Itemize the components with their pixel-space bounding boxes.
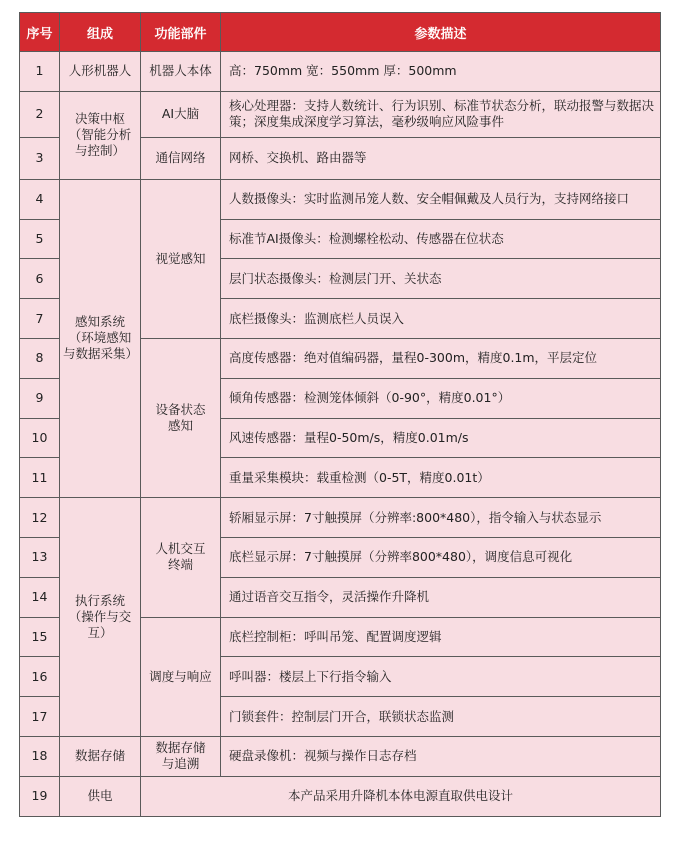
table-row [20, 52, 661, 92]
row-function [141, 498, 221, 617]
row-index: 15 [20, 617, 60, 657]
row-index: 17 [20, 697, 60, 737]
row-description: 呼叫器：楼层上下行指令输入 [221, 657, 661, 697]
row-index: 10 [20, 418, 60, 458]
row-function: 机器人本体 [141, 52, 221, 92]
row-description: 人数摄像头：实时监测吊笼人数、安全帽佩戴及人员行为，支持网络接口 [221, 179, 661, 219]
row-component: 数据存储 [60, 736, 141, 776]
row-description: 轿厢显示屏：7寸触摸屏（分辨率:800*480），指令输入与状态显示 [221, 498, 661, 538]
row-index: 11 [20, 458, 60, 498]
row-function: 调度与响应 [141, 617, 221, 736]
function-label: 设备状态 感知 [155, 402, 206, 434]
table-row [20, 776, 661, 816]
table-row [20, 91, 661, 137]
function-label: 数据存储 与追溯 [155, 740, 206, 772]
table-row [20, 736, 661, 776]
row-index: 19 [20, 776, 60, 816]
row-index: 2 [20, 91, 60, 137]
table-row [20, 179, 661, 219]
row-component: 人形机器人 [60, 52, 141, 92]
row-index: 16 [20, 657, 60, 697]
table-header-row [20, 13, 661, 52]
row-index: 9 [20, 378, 60, 418]
row-component [60, 179, 141, 497]
row-description: 底栏控制柜：呼叫吊笼、配置调度逻辑 [221, 617, 661, 657]
row-function: AI大脑 [141, 91, 221, 137]
component-label: 感知系统 （环境感知 与数据采集） [63, 314, 139, 362]
row-description: 倾角传感器：检测笼体倾斜（0-90°，精度0.01°） [221, 378, 661, 418]
row-description: 底栏显示屏：7寸触摸屏（分辨率800*480），调度信息可视化 [221, 537, 661, 577]
row-index: 8 [20, 338, 60, 378]
row-description: 风速传感器：量程0-50m/s，精度0.01m/s [221, 418, 661, 458]
row-function [141, 338, 221, 497]
row-description: 门锁套件：控制层门开合，联锁状态监测 [221, 697, 661, 737]
row-description: 层门状态摄像头：检测层门开、关状态 [221, 259, 661, 299]
row-component [60, 498, 141, 737]
row-description: 标准节AI摄像头：检测螺栓松动、传感器在位状态 [221, 219, 661, 259]
row-description: 重量采集模块：载重检测（0-5T，精度0.01t） [221, 458, 661, 498]
header-component: 组成 [60, 13, 141, 52]
row-function [141, 736, 221, 776]
row-index: 12 [20, 498, 60, 538]
row-description: 高：750mm 宽：550mm 厚：500mm [221, 52, 661, 92]
row-description: 本产品采用升降机本体电源直取供电设计 [141, 776, 661, 816]
row-index: 3 [20, 137, 60, 179]
row-index: 13 [20, 537, 60, 577]
table-row [20, 498, 661, 538]
spec-table [19, 12, 661, 817]
row-description: 核心处理器：支持人数统计、行为识别、标准节状态分析，联动报警与数据决策；深度集成深度学习算法，毫秒级响应风险事件 [221, 91, 661, 137]
row-index: 6 [20, 259, 60, 299]
row-description: 高度传感器：绝对值编码器，量程0-300m，精度0.1m，平层定位 [221, 338, 661, 378]
row-index: 18 [20, 736, 60, 776]
row-description: 底栏摄像头：监测底栏人员误入 [221, 299, 661, 339]
row-component: 供电 [60, 776, 141, 816]
header-function: 功能部件 [141, 13, 221, 52]
row-function: 视觉感知 [141, 179, 221, 338]
function-label: 人机交互 终端 [155, 541, 206, 573]
row-index: 5 [20, 219, 60, 259]
row-index: 14 [20, 577, 60, 617]
row-index: 1 [20, 52, 60, 92]
row-description: 网桥、交换机、路由器等 [221, 137, 661, 179]
component-label: 执行系统 （操作与交互） [68, 593, 132, 641]
row-index: 4 [20, 179, 60, 219]
row-function: 通信网络 [141, 137, 221, 179]
component-label: 决策中枢 （智能分析 与控制） [68, 111, 132, 159]
row-index: 7 [20, 299, 60, 339]
row-description: 硬盘录像机：视频与操作日志存档 [221, 736, 661, 776]
row-description: 通过语音交互指令，灵活操作升降机 [221, 577, 661, 617]
header-index: 序号 [20, 13, 60, 52]
header-params: 参数描述 [221, 13, 661, 52]
row-component [60, 91, 141, 179]
